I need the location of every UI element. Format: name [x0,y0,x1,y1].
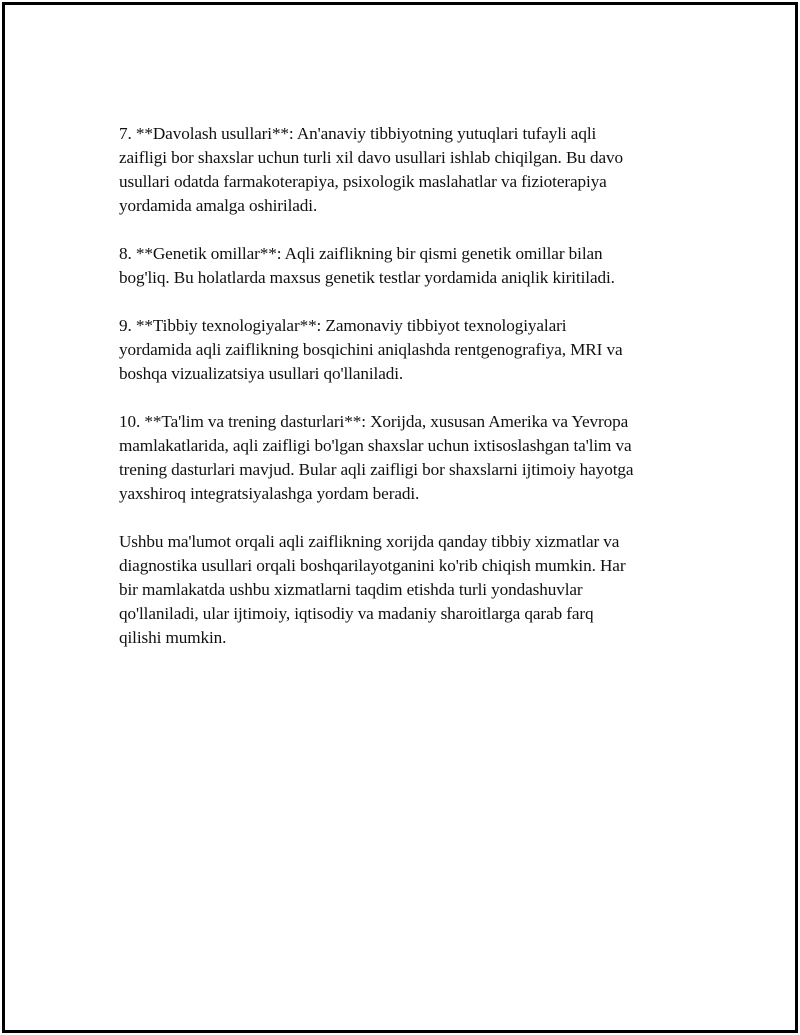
text-line: 8. **Genetik omillar**: Aqli zaiflikning bir qismi genetik omillar bilan [119,244,603,263]
text-line: qo'llaniladi, ular ijtimoiy, iqtisodiy va madaniy sharoitlarga qarab farq [119,604,594,623]
paragraph-genetik-omillar [119,242,685,290]
text-line: zaifligi bor shaxslar uchun turli xil davo usullari ishlab chiqilgan. Bu davo [119,148,624,167]
text-line: 9. **Tibbiy texnologiyalar**: Zamonaviy tibbiyot texnologiyalari [119,316,567,335]
text-line: 7. **Davolash usullari**: An'anaviy tibbiyotning yutuqlari tufayli aqli [119,124,597,143]
paragraph-talim-va-trening [119,410,685,506]
text-line: bir mamlakatda ushbu xizmatlarni taqdim etishda turli yondashuvlar [119,580,583,599]
text-line: mamlakatlarida, aqli zaifligi bo'lgan shaxslar uchun ixtisoslashgan ta'lim va [119,436,632,455]
paragraph-davolash-usullari [119,122,685,218]
text-line: yordamida amalga oshiriladi. [119,196,318,215]
text-line: boshqa vizualizatsiya usullari qo'llaniladi. [119,364,404,383]
text-line: Ushbu ma'lumot orqali aqli zaiflikning xorijda qanday tibbiy xizmatlar va [119,532,620,551]
text-line: 10. **Ta'lim va trening dasturlari**: Xorijda, xususan Amerika va Yevropa [119,412,629,431]
document-body [119,122,685,674]
paragraph-conclusion [119,530,685,650]
text-line: bog'liq. Bu holatlarda maxsus genetik testlar yordamida aniqlik kiritiladi. [119,268,615,287]
text-line: trening dasturlari mavjud. Bular aqli zaifligi bor shaxslarni ijtimoiy hayotga [119,460,634,479]
text-line: qilishi mumkin. [119,628,227,647]
text-line: yaxshiroq integratsiyalashga yordam beradi. [119,484,420,503]
document-page [2,2,798,1033]
text-line: yordamida aqli zaiflikning bosqichini aniqlashda rentgenografiya, MRI va [119,340,623,359]
text-line: usullari odatda farmakoterapiya, psixologik maslahatlar va fizioterapiya [119,172,607,191]
text-line: diagnostika usullari orqali boshqarilayotganini ko'rib chiqish mumkin. Har [119,556,626,575]
paragraph-tibbiy-texnologiyalar [119,314,685,386]
